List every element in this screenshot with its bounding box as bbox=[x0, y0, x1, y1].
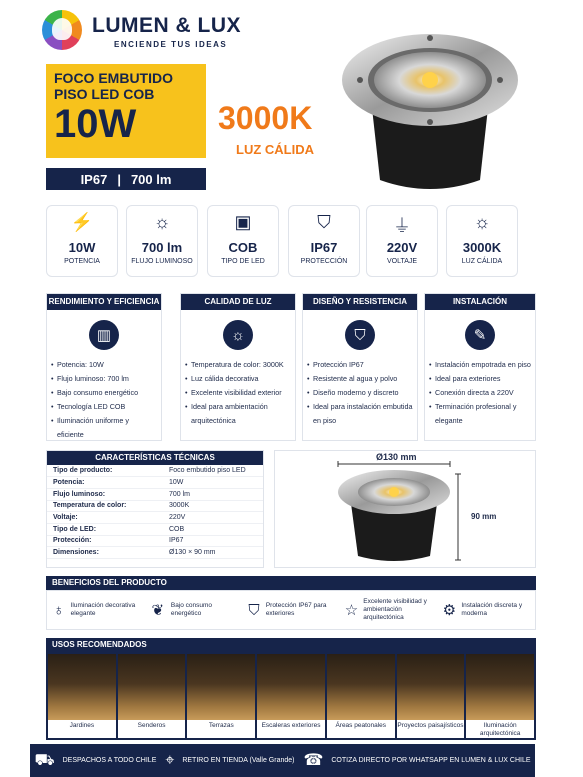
card-value: IP67 bbox=[310, 240, 338, 255]
brand-tagline: ENCIENDE TUS IDEAS bbox=[114, 40, 228, 49]
card-label: POTENCIA bbox=[64, 258, 100, 265]
logo-bulb-icon bbox=[42, 10, 82, 50]
use-caption: Senderos bbox=[137, 722, 166, 729]
bulb-icon: ♁ bbox=[53, 601, 65, 619]
use-item bbox=[397, 654, 465, 738]
use-caption: Escaleras exteriores bbox=[261, 722, 321, 729]
card-value: 700 lm bbox=[141, 240, 183, 255]
footer-text: DESPACHOS A TODO CHILE bbox=[62, 757, 157, 764]
table-row: Tipo de producto: Foco embutido piso LED bbox=[47, 465, 263, 477]
list-item: • Ideal para instalación embutida en piso bbox=[307, 400, 413, 428]
use-caption: Áreas peatonales bbox=[335, 722, 387, 729]
title-box bbox=[46, 64, 206, 158]
benefit-text: Excelente visibilidad y ambientación arquitectónica bbox=[363, 598, 427, 621]
table-row: Protección: IP67 bbox=[47, 535, 263, 547]
uses-row bbox=[46, 652, 536, 740]
use-photo bbox=[257, 654, 325, 720]
table-row: Voltaje: 220V bbox=[47, 512, 263, 524]
footer-pickup bbox=[165, 752, 295, 769]
list-item: • Resistente al agua y polvo bbox=[307, 372, 413, 386]
card-label: FLUJO LUMINOSO bbox=[131, 258, 193, 265]
column-design bbox=[302, 293, 418, 441]
spec-lumens: 700 lm bbox=[130, 171, 172, 187]
sun-icon: ☼ bbox=[473, 212, 491, 232]
dimension-product-image bbox=[300, 460, 470, 566]
truck-icon: ⛟ bbox=[34, 752, 55, 769]
wrench-icon: ✎ bbox=[465, 320, 495, 350]
whatsapp-icon: ☎ bbox=[303, 752, 324, 769]
table-row: Dimensiones: Ø130 × 90 mm bbox=[47, 547, 263, 559]
color-temp-value: 3000K bbox=[218, 100, 313, 136]
column-title: CALIDAD DE LUZ bbox=[181, 294, 295, 310]
use-item bbox=[118, 654, 186, 738]
use-photo bbox=[397, 654, 465, 720]
benefit-item bbox=[145, 591, 243, 629]
card-label: PROTECCIÓN bbox=[300, 258, 348, 265]
card-voltage bbox=[366, 205, 438, 277]
list-item: • Diseño moderno y discreto bbox=[307, 386, 413, 400]
column-title: INSTALACIÓN bbox=[425, 294, 535, 310]
benefit-item bbox=[437, 591, 535, 629]
footer-whatsapp[interactable] bbox=[303, 752, 531, 769]
card-label: LUZ CÁLIDA bbox=[461, 258, 503, 265]
use-item bbox=[466, 654, 534, 738]
card-value: 3000K bbox=[462, 240, 502, 255]
list-item: • Protección IP67 bbox=[307, 358, 413, 372]
list-item: • Ideal para ambientación arquitectónica bbox=[185, 400, 291, 428]
use-item bbox=[327, 654, 395, 738]
tech-specs bbox=[46, 450, 264, 568]
uses-title: USOS RECOMENDADOS bbox=[46, 638, 536, 652]
benefit-text: Instalación discreta y moderna bbox=[461, 602, 523, 617]
bolt-icon: ⚡ bbox=[70, 212, 94, 232]
list-item: • Flujo luminoso: 700 lm bbox=[51, 372, 157, 386]
footer-shipping bbox=[34, 752, 157, 769]
dimension-height: 90 mm bbox=[471, 512, 497, 521]
table-row: Flujo luminoso: 700 lm bbox=[47, 488, 263, 500]
column-title: RENDIMIENTO Y EFICIENCIA bbox=[47, 294, 161, 310]
list-item: • Potencia: 10W bbox=[51, 358, 157, 372]
use-item bbox=[187, 654, 255, 738]
card-protection bbox=[288, 205, 360, 277]
list-item: • Terminación profesional y elegante bbox=[429, 400, 531, 428]
column-performance bbox=[46, 293, 162, 441]
use-photo bbox=[327, 654, 395, 720]
leaf-icon: ❦ bbox=[151, 602, 165, 619]
spec-ip: IP67 bbox=[80, 171, 108, 187]
list-item: • Excelente visibilidad exterior bbox=[185, 386, 291, 400]
use-photo bbox=[118, 654, 186, 720]
benefit-item bbox=[47, 591, 145, 629]
card-label: TIPO DE LED bbox=[221, 258, 265, 265]
use-caption: Proyectos paisajísticos bbox=[397, 722, 464, 729]
tech-title: CARACTERÍSTICAS TÉCNICAS bbox=[47, 451, 263, 465]
list-item: • Temperatura de color: 3000K bbox=[185, 358, 291, 372]
table-row: Temperatura de color: 3000K bbox=[47, 500, 263, 512]
use-item bbox=[48, 654, 116, 738]
tech-table bbox=[47, 465, 263, 559]
use-photo bbox=[48, 654, 116, 720]
gear-icon: ⚙ bbox=[442, 602, 457, 619]
use-caption: Terrazas bbox=[208, 722, 234, 729]
card-color-temp bbox=[446, 205, 518, 277]
sun-icon: ☼ bbox=[153, 212, 171, 232]
card-power bbox=[46, 205, 118, 277]
use-photo bbox=[466, 654, 534, 720]
sun-icon: ☼ bbox=[223, 320, 253, 350]
brand-name: LUMEN & LUX bbox=[92, 14, 241, 37]
chart-icon: ▥ bbox=[89, 320, 119, 350]
benefits-title: BENEFICIOS DEL PRODUCTO bbox=[46, 576, 536, 590]
benefit-text: Iluminación decorativa elegante bbox=[70, 602, 136, 617]
benefits-row bbox=[46, 590, 536, 630]
list-item: • Tecnología LED COB bbox=[51, 400, 157, 414]
title-power: 10W bbox=[54, 102, 137, 146]
product-image bbox=[340, 20, 520, 200]
list-item: • Ideal para exteriores bbox=[429, 372, 531, 386]
footer-text: COTIZA DIRECTO POR WHATSAPP EN LUMEN & LUX CHILE bbox=[331, 757, 531, 764]
benefit-item bbox=[242, 591, 340, 629]
spec-bar bbox=[46, 168, 206, 190]
shield-icon: ⛉ bbox=[345, 320, 375, 350]
benefit-text: Bajo consumo energético bbox=[170, 602, 213, 617]
star-icon: ☆ bbox=[344, 602, 359, 619]
footer-text: RETIRO EN TIENDA (Valle Grande) bbox=[182, 757, 295, 764]
use-caption: Iluminación arquitectónica bbox=[479, 722, 521, 737]
footer bbox=[30, 744, 535, 777]
benefit-text: Protección IP67 para exteriores bbox=[265, 602, 327, 617]
title-line-2: PISO LED COB bbox=[54, 86, 155, 102]
title-line-1: FOCO EMBUTIDO bbox=[54, 70, 173, 86]
pin-icon: ⌖ bbox=[165, 752, 175, 769]
card-led-type bbox=[207, 205, 279, 277]
list-item: • Conexión directa a 220V bbox=[429, 386, 531, 400]
spec-divider: | bbox=[117, 171, 121, 187]
use-caption: Jardines bbox=[69, 722, 95, 729]
table-row: Potencia: 10W bbox=[47, 477, 263, 489]
card-value: COB bbox=[228, 240, 258, 255]
dimension-diameter: Ø130 mm bbox=[376, 452, 417, 462]
card-flux bbox=[126, 205, 198, 277]
benefit-item bbox=[340, 591, 438, 629]
column-installation bbox=[424, 293, 536, 441]
color-temp-label: LUZ CÁLIDA bbox=[236, 142, 314, 157]
card-value: 220V bbox=[386, 240, 418, 255]
use-item bbox=[257, 654, 325, 738]
table-row: Tipo de LED: COB bbox=[47, 523, 263, 535]
card-label: VOLTAJE bbox=[386, 258, 418, 265]
card-value: 10W bbox=[68, 240, 96, 255]
list-item: • Instalación empotrada en piso bbox=[429, 358, 531, 372]
list-item: • Iluminación uniforme y eficiente bbox=[51, 414, 157, 442]
list-item: • Luz cálida decorativa bbox=[185, 372, 291, 386]
chip-icon: ▣ bbox=[234, 212, 252, 232]
use-photo bbox=[187, 654, 255, 720]
column-title: DISEÑO Y RESISTENCIA bbox=[303, 294, 417, 310]
shield-icon: ⛉ bbox=[248, 601, 260, 619]
column-light-quality bbox=[180, 293, 296, 441]
shield-drop-icon: ⛉ bbox=[317, 212, 331, 232]
plug-icon: ⏚ bbox=[393, 216, 411, 236]
list-item: • Bajo consumo energético bbox=[51, 386, 157, 400]
